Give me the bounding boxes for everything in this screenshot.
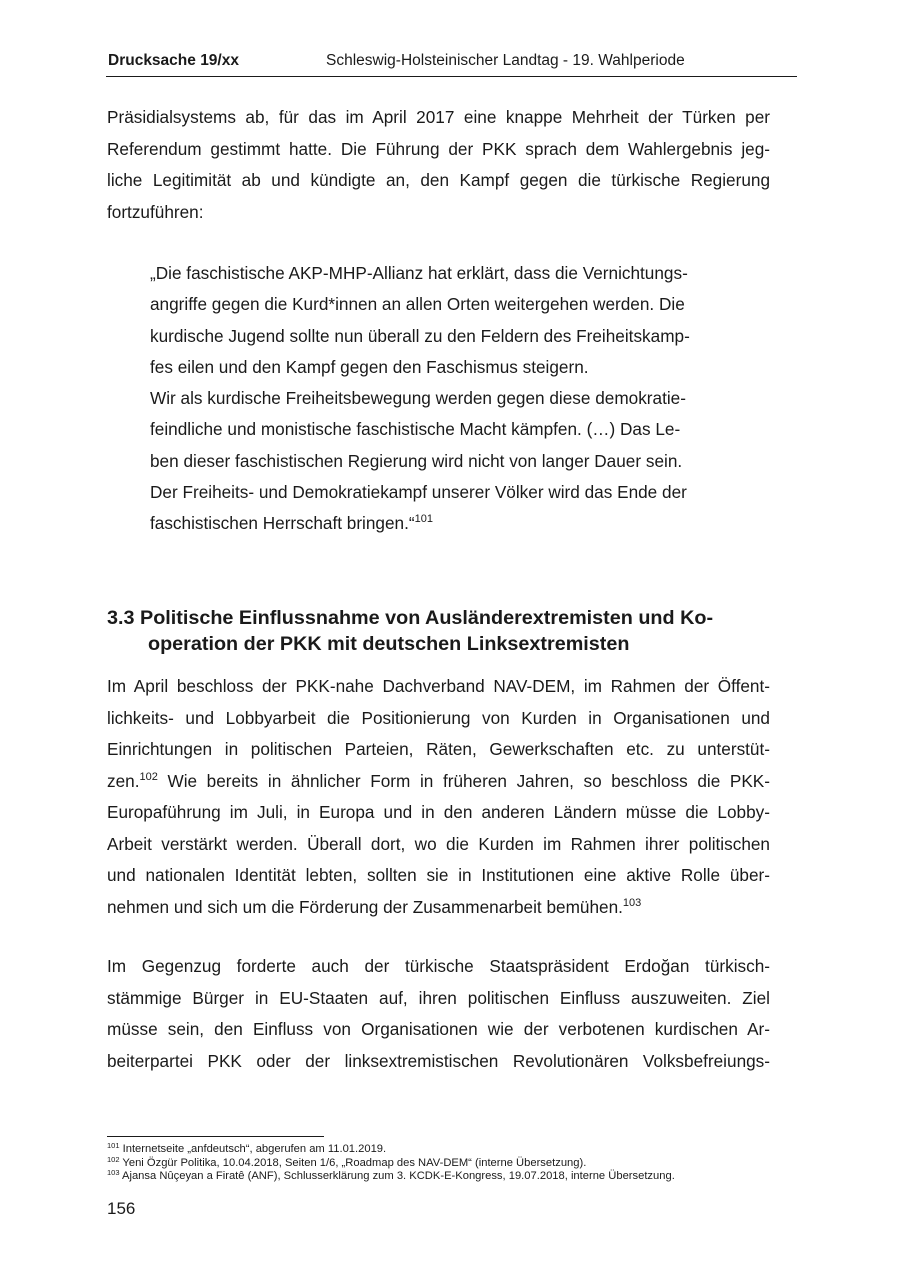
footnote-number: 103 [107, 1168, 120, 1177]
footnotes [107, 1143, 787, 1184]
text-line-with-ref [107, 892, 770, 924]
text-fragment: Wie bereits in ähnlicher Form in früheren Jahren, so beschloss die PKK- [157, 770, 770, 791]
footnote-number: 102 [107, 1154, 120, 1164]
quote-line: „Die faschistische AKP-MHP-Allianz hat erklärt, dass die Vernichtungs- [150, 263, 688, 283]
text-line: müsse sein, den Einfluss von Organisationen wie der verbotenen kurdischen Ar- [107, 1019, 770, 1039]
intro-paragraph [107, 102, 770, 228]
text-line: Europaführung im Juli, in Europa und in den anderen Ländern müsse die Lobby- [107, 802, 770, 822]
text-line: Im Gegenzug forderte auch der türkische Staatspräsident Erdoğan türkisch- [107, 956, 770, 976]
quote-line: fes eilen und den Kampf gegen den Faschismus steigern. [150, 356, 589, 377]
quote-line: ben dieser faschistischen Regierung wird nicht von langer Dauer sein. [150, 450, 683, 471]
quote-line: Der Freiheits- und Demokratiekampf unserer Völker wird das Ende der [150, 482, 687, 503]
header-title: Schleswig-Holsteinischer Landtag - 19. Wahlperiode [326, 52, 685, 69]
quote-line: Wir als kurdische Freiheitsbewegung werden gegen diese demokratie- [150, 388, 686, 409]
text-line: beiterpartei PKK oder der linksextremistischen Revolutionären Volksbefreiungs- [107, 1050, 770, 1071]
footnote-text: Internetseite „anfdeutsch“, abgerufen am 11.01.2019. [119, 1143, 387, 1155]
text-line: fortzuführen: [107, 201, 204, 222]
text-line: und nationalen Identität lebten, sollten sie in Institutionen eine aktive Rolle über- [107, 865, 770, 885]
page-number: 156 [107, 1199, 136, 1218]
text-line: Referendum gestimmt hatte. Die Führung der PKK sprach dem Wahlergebnis jeg- [107, 138, 770, 159]
header-divider [106, 76, 797, 77]
text-fragment: nehmen und sich um die Förderung der Zusammenarbeit bemühen. [107, 896, 623, 917]
section-heading-line-1: 3.3 Politische Einflussnahme von Ausländerextremisten und Ko- [107, 607, 714, 629]
quote-line: kurdische Jugend sollte nun überall zu den Feldern des Freiheitskamp- [150, 325, 690, 346]
text-line: Präsidialsystems ab, für das im April 2017 eine knappe Mehrheit der Türken per [107, 107, 770, 127]
footnote-number: 101 [107, 1141, 120, 1150]
footnote-101 [107, 1143, 787, 1157]
footnote-ref-102[interactable]: 102 [139, 770, 158, 783]
text-line: Im April beschloss der PKK-nahe Dachverband NAV-DEM, im Rahmen der Öffent- [107, 676, 770, 696]
footnote-ref-101[interactable]: 101 [414, 513, 433, 526]
footnote-text: Yeni Özgür Politika, 10.04.2018, Seiten 1/6, „Roadmap des NAV-DEM“ (interne Übersetzung). [119, 1156, 587, 1169]
text-line-with-ref [107, 766, 770, 798]
text-line: liche Legitimität ab und kündigte an, den Kampf gegen die türkische Regierung [107, 170, 770, 190]
footnote-103 [107, 1170, 787, 1184]
text-line: Einrichtungen in politischen Parteien, Räten, Gewerkschaften etc. zu unterstüt- [107, 739, 770, 759]
page-header [106, 52, 796, 74]
section-heading [107, 605, 772, 657]
quote-text: faschistischen Herrschaft bringen.“ [150, 513, 415, 534]
document-number: Drucksache 19/xx [108, 52, 239, 69]
footnote-divider [107, 1136, 324, 1137]
section-heading-line-2: operation der PKK mit deutschen Linksextremisten [148, 633, 630, 655]
paragraph-erdogan [107, 951, 770, 1077]
footnote-102 [107, 1154, 787, 1171]
paragraph-nav-dem [107, 671, 770, 923]
text-fragment: zen. [107, 770, 140, 791]
text-line: lichkeits- und Lobbyarbeit die Positionierung von Kurden in Organisationen und [107, 707, 770, 728]
quote-line: angriffe gegen die Kurd*innen an allen Orten weitergehen werden. Die [150, 294, 685, 315]
block-quote [150, 258, 730, 540]
text-line: Arbeit verstärkt werden. Überall dort, wo die Kurden im Rahmen ihrer politischen [107, 833, 770, 854]
footnote-ref-103[interactable]: 103 [622, 896, 642, 909]
quote-line: feindliche und monistische faschistische Macht kämpfen. (…) Das Le- [150, 419, 681, 440]
quote-line-last [150, 508, 730, 539]
footnote-text: Ajansa Nûçeyan a Firatê (ANF), Schlusserklärung zum 3. KCDK-E-Kongress, 19.07.2018, interne Übersetzung. [119, 1170, 675, 1182]
text-line: stämmige Bürger in EU-Staaten auf, ihren politischen Einfluss auszuweiten. Ziel [107, 987, 770, 1008]
